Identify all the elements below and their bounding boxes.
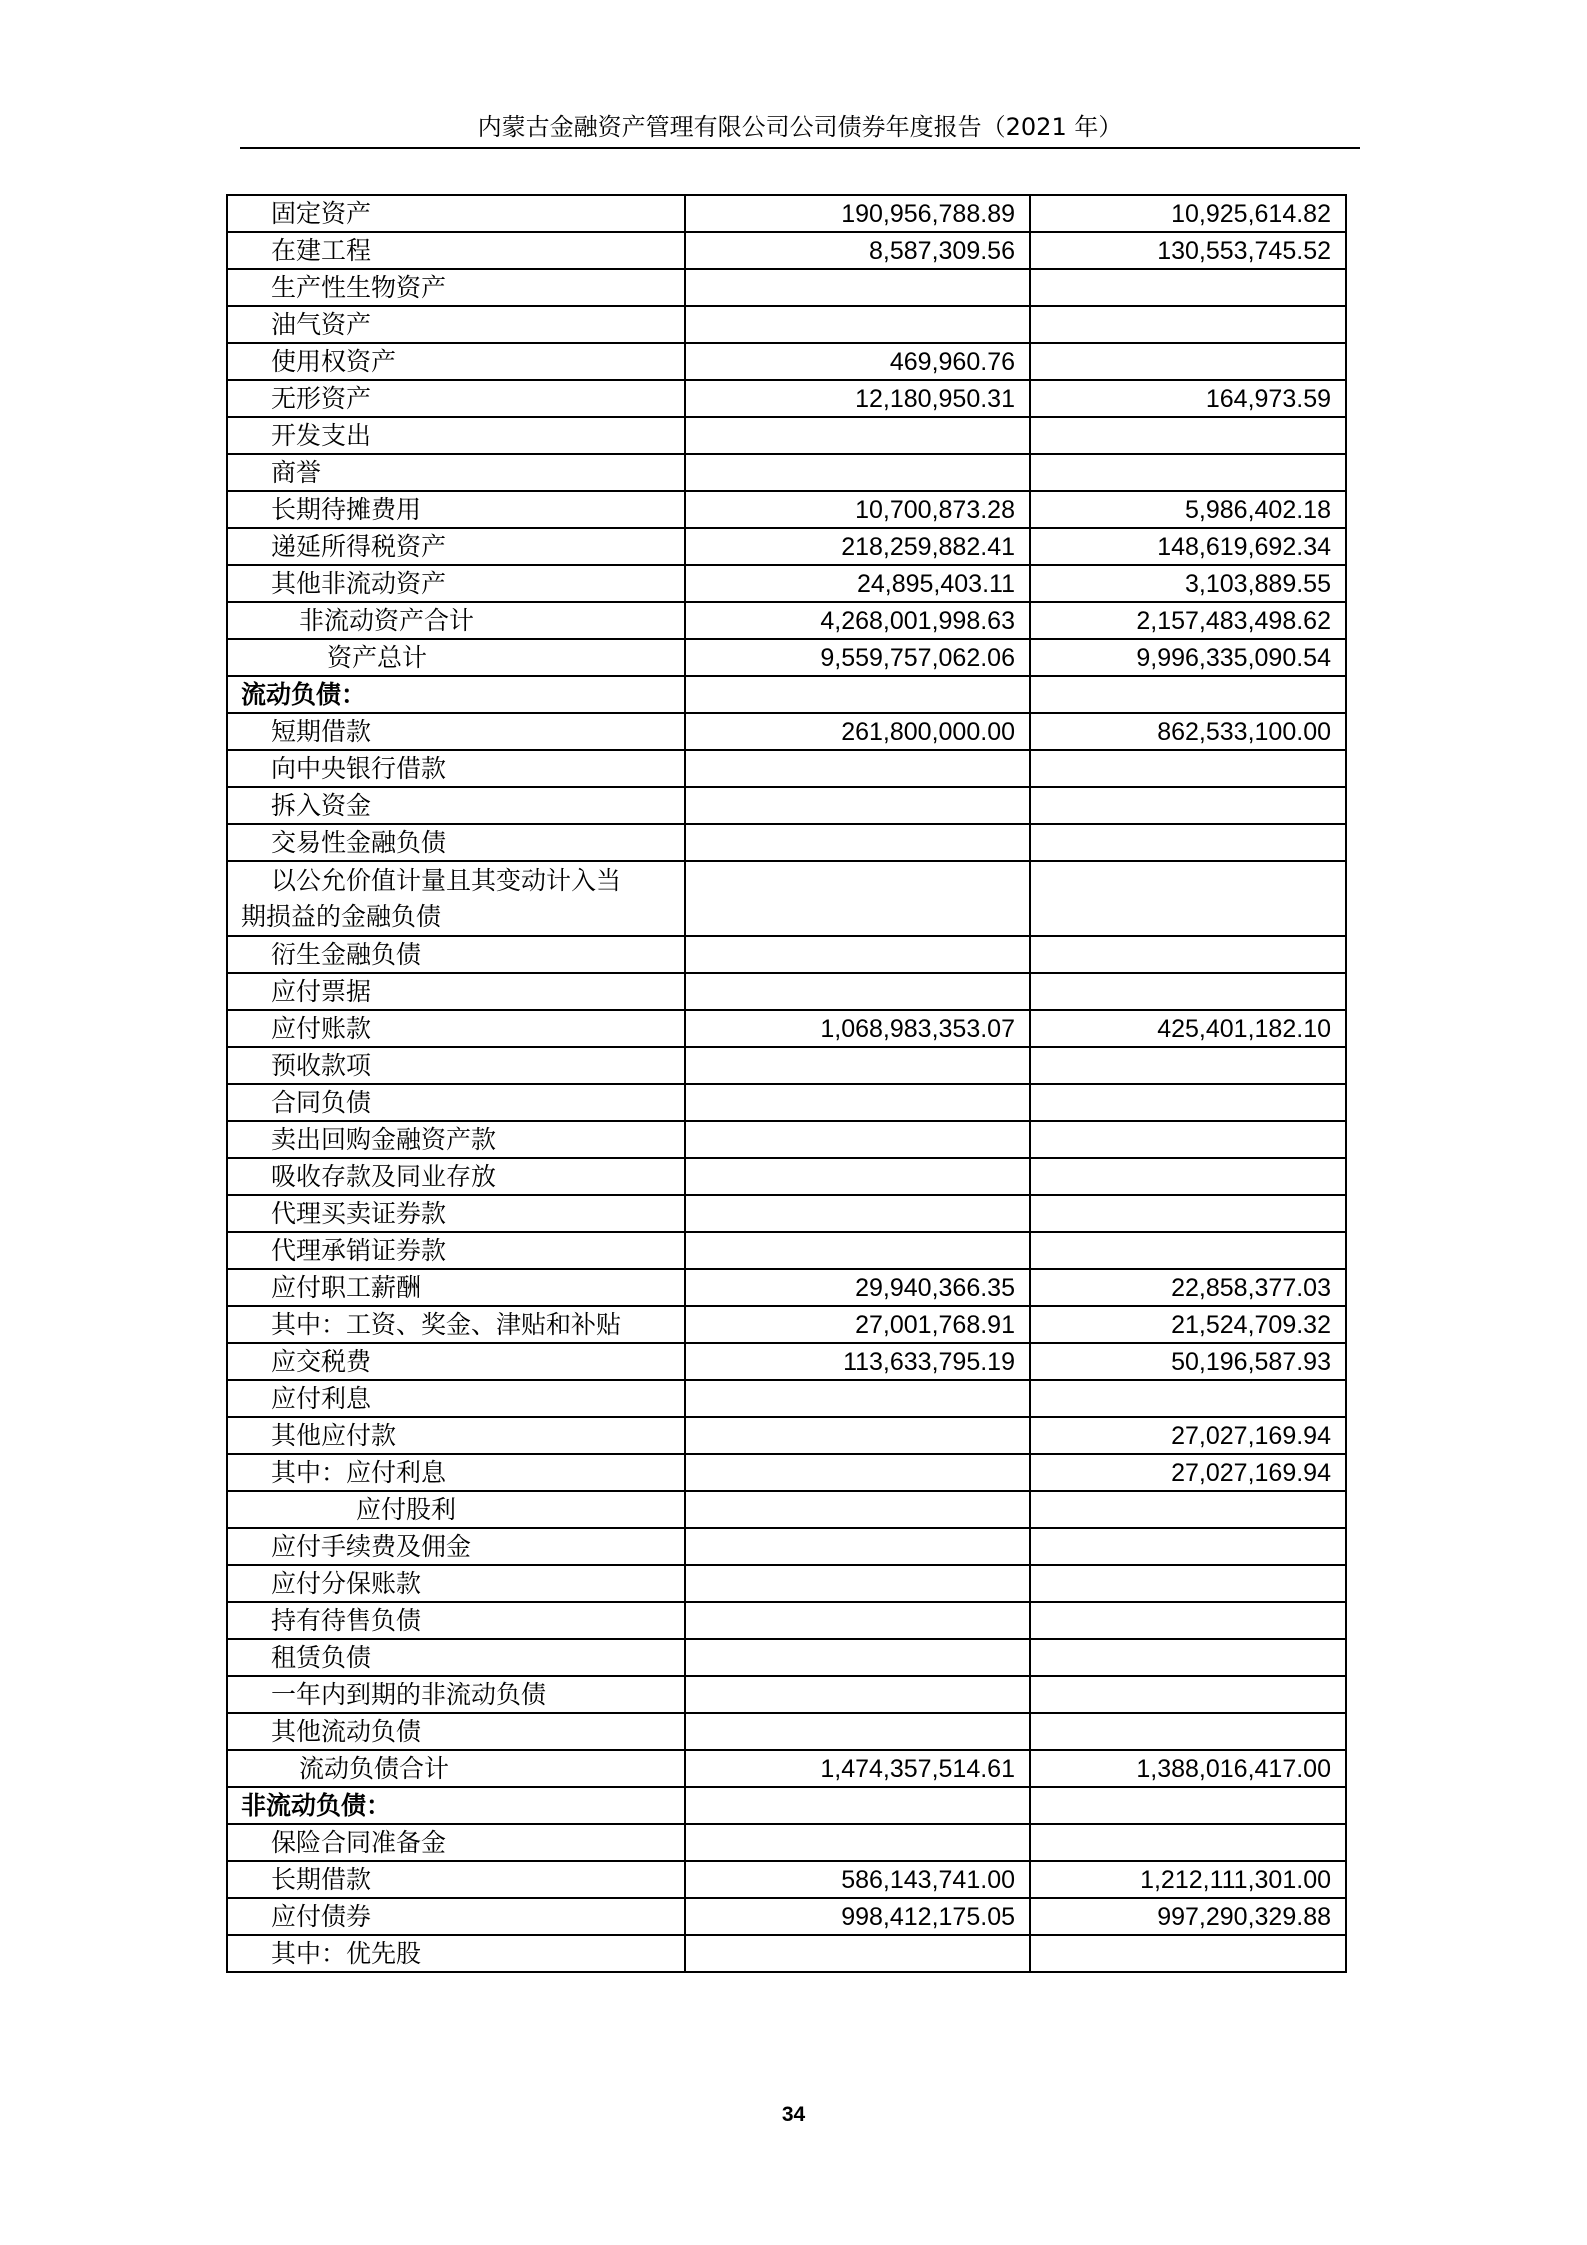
row-label: 应付手续费及佣金: [227, 1528, 685, 1565]
row-label: 向中央银行借款: [227, 750, 685, 787]
prior-period-value: [1030, 269, 1346, 306]
row-label: 一年内到期的非流动负债: [227, 1676, 685, 1713]
table-row: [227, 1306, 1346, 1343]
current-period-value: [685, 1084, 1030, 1121]
current-period-value: [685, 1417, 1030, 1454]
prior-period-value: 130,553,745.52: [1030, 232, 1346, 269]
current-period-value: [685, 1528, 1030, 1565]
table-row: [227, 1343, 1346, 1380]
table-row: [227, 1454, 1346, 1491]
prior-period-value: [1030, 306, 1346, 343]
row-label: 其中：优先股: [227, 1935, 685, 1972]
row-label: 使用权资产: [227, 343, 685, 380]
table-row: [227, 232, 1346, 269]
row-label: 持有待售负债: [227, 1602, 685, 1639]
row-label: 保险合同准备金: [227, 1824, 685, 1861]
table-row: [227, 306, 1346, 343]
current-period-value: [685, 1713, 1030, 1750]
prior-period-value: [1030, 1121, 1346, 1158]
current-period-value: [685, 1787, 1030, 1824]
current-period-value: [685, 973, 1030, 1010]
table-row: [227, 1787, 1346, 1824]
table-row: [227, 454, 1346, 491]
table-row: [227, 602, 1346, 639]
current-period-value: 27,001,768.91: [685, 1306, 1030, 1343]
prior-period-value: 2,157,483,498.62: [1030, 602, 1346, 639]
current-period-value: [685, 1639, 1030, 1676]
section-heading: 流动负债：: [227, 676, 685, 713]
current-period-value: [685, 417, 1030, 454]
row-label: [227, 861, 685, 936]
prior-period-value: 1,212,111,301.00: [1030, 1861, 1346, 1898]
prior-period-value: 9,996,335,090.54: [1030, 639, 1346, 676]
prior-period-value: [1030, 1047, 1346, 1084]
prior-period-value: [1030, 861, 1346, 936]
prior-period-value: [1030, 1528, 1346, 1565]
table-row: [227, 1380, 1346, 1417]
prior-period-value: [1030, 1158, 1346, 1195]
prior-period-value: 1,388,016,417.00: [1030, 1750, 1346, 1787]
row-label: 应付股利: [227, 1491, 685, 1528]
prior-period-value: 425,401,182.10: [1030, 1010, 1346, 1047]
current-period-value: [685, 1158, 1030, 1195]
current-period-value: [685, 824, 1030, 861]
prior-period-value: [1030, 676, 1346, 713]
table-row: [227, 1639, 1346, 1676]
current-period-value: [685, 1935, 1030, 1972]
current-period-value: 1,068,983,353.07: [685, 1010, 1030, 1047]
current-period-value: 9,559,757,062.06: [685, 639, 1030, 676]
current-period-value: [685, 306, 1030, 343]
table-row: [227, 491, 1346, 528]
row-label: 其中：工资、奖金、津贴和补贴: [227, 1306, 685, 1343]
table-row: [227, 1491, 1346, 1528]
row-label: 资产总计: [227, 639, 685, 676]
table-row: [227, 417, 1346, 454]
row-label: 应付利息: [227, 1380, 685, 1417]
prior-period-value: [1030, 1639, 1346, 1676]
balance-sheet-body: [227, 195, 1346, 1972]
row-label: 生产性生物资产: [227, 269, 685, 306]
row-label: 应付职工薪酬: [227, 1269, 685, 1306]
current-period-value: [685, 936, 1030, 973]
prior-period-value: [1030, 1491, 1346, 1528]
row-label: 其他应付款: [227, 1417, 685, 1454]
row-label: 长期借款: [227, 1861, 685, 1898]
prior-period-value: [1030, 1713, 1346, 1750]
table-row: [227, 639, 1346, 676]
table-row: [227, 1750, 1346, 1787]
prior-period-value: [1030, 454, 1346, 491]
table-row: [227, 1195, 1346, 1232]
current-period-value: 10,700,873.28: [685, 491, 1030, 528]
table-row: [227, 269, 1346, 306]
table-row: [227, 1269, 1346, 1306]
row-label: 商誉: [227, 454, 685, 491]
table-row: [227, 1047, 1346, 1084]
table-row: [227, 1565, 1346, 1602]
table-row: [227, 565, 1346, 602]
row-label: 拆入资金: [227, 787, 685, 824]
table-row: [227, 750, 1346, 787]
current-period-value: [685, 1380, 1030, 1417]
current-period-value: [685, 1602, 1030, 1639]
table-row: [227, 195, 1346, 232]
table-row: [227, 528, 1346, 565]
row-label-line2: 期损益的金融负债: [241, 901, 442, 931]
prior-period-value: [1030, 1935, 1346, 1972]
table-row: [227, 1602, 1346, 1639]
current-period-value: 8,587,309.56: [685, 232, 1030, 269]
table-row: [227, 1824, 1346, 1861]
table-row: [227, 1158, 1346, 1195]
current-period-value: 190,956,788.89: [685, 195, 1030, 232]
prior-period-value: 50,196,587.93: [1030, 1343, 1346, 1380]
current-period-value: [685, 1121, 1030, 1158]
balance-sheet-table: [226, 194, 1347, 1973]
current-period-value: [685, 676, 1030, 713]
header-rule: [240, 147, 1360, 149]
table-row: [227, 1861, 1346, 1898]
table-row: [227, 1417, 1346, 1454]
table-row: [227, 713, 1346, 750]
current-period-value: 113,633,795.19: [685, 1343, 1030, 1380]
row-label: 递延所得税资产: [227, 528, 685, 565]
section-heading: 非流动负债：: [227, 1787, 685, 1824]
current-period-value: 24,895,403.11: [685, 565, 1030, 602]
prior-period-value: 21,524,709.32: [1030, 1306, 1346, 1343]
row-label: 预收款项: [227, 1047, 685, 1084]
current-period-value: 12,180,950.31: [685, 380, 1030, 417]
table-row: [227, 936, 1346, 973]
prior-period-value: [1030, 1232, 1346, 1269]
row-label: 应付票据: [227, 973, 685, 1010]
prior-period-value: 5,986,402.18: [1030, 491, 1346, 528]
prior-period-value: [1030, 1084, 1346, 1121]
current-period-value: [685, 750, 1030, 787]
current-period-value: 469,960.76: [685, 343, 1030, 380]
row-label: 吸收存款及同业存放: [227, 1158, 685, 1195]
current-period-value: [685, 1047, 1030, 1084]
current-period-value: [685, 1676, 1030, 1713]
prior-period-value: [1030, 417, 1346, 454]
current-period-value: [685, 1824, 1030, 1861]
row-label: 其他流动负债: [227, 1713, 685, 1750]
current-period-value: 998,412,175.05: [685, 1898, 1030, 1935]
current-period-value: 218,259,882.41: [685, 528, 1030, 565]
table-row: [227, 343, 1346, 380]
row-label: 合同负债: [227, 1084, 685, 1121]
row-label: 衍生金融负债: [227, 936, 685, 973]
table-row: [227, 1121, 1346, 1158]
table-row: [227, 1676, 1346, 1713]
prior-period-value: [1030, 1195, 1346, 1232]
prior-period-value: 862,533,100.00: [1030, 713, 1346, 750]
row-label: 应付账款: [227, 1010, 685, 1047]
prior-period-value: 27,027,169.94: [1030, 1417, 1346, 1454]
current-period-value: [685, 1232, 1030, 1269]
row-label: 在建工程: [227, 232, 685, 269]
row-label: 非流动资产合计: [227, 602, 685, 639]
prior-period-value: [1030, 1380, 1346, 1417]
current-period-value: 1,474,357,514.61: [685, 1750, 1030, 1787]
current-period-value: 261,800,000.00: [685, 713, 1030, 750]
prior-period-value: [1030, 936, 1346, 973]
row-label: 流动负债合计: [227, 1750, 685, 1787]
row-label: 应交税费: [227, 1343, 685, 1380]
table-row: [227, 676, 1346, 713]
prior-period-value: [1030, 1824, 1346, 1861]
current-period-value: [685, 787, 1030, 824]
current-period-value: [685, 1565, 1030, 1602]
row-label-line1: 以公允价值计量且其变动计入当: [271, 865, 622, 895]
table-row: [227, 824, 1346, 861]
current-period-value: 4,268,001,998.63: [685, 602, 1030, 639]
prior-period-value: [1030, 1676, 1346, 1713]
prior-period-value: 27,027,169.94: [1030, 1454, 1346, 1491]
table-row: [227, 1528, 1346, 1565]
prior-period-value: [1030, 787, 1346, 824]
current-period-value: [685, 1454, 1030, 1491]
table-row: [227, 973, 1346, 1010]
table-row: [227, 1010, 1346, 1047]
table-row: [227, 380, 1346, 417]
row-label: 代理买卖证券款: [227, 1195, 685, 1232]
row-label: 其中：应付利息: [227, 1454, 685, 1491]
prior-period-value: [1030, 824, 1346, 861]
row-label: 应付分保账款: [227, 1565, 685, 1602]
row-label: 开发支出: [227, 417, 685, 454]
row-label: 固定资产: [227, 195, 685, 232]
current-period-value: 586,143,741.00: [685, 1861, 1030, 1898]
table-row: [227, 787, 1346, 824]
prior-period-value: 148,619,692.34: [1030, 528, 1346, 565]
table-row: [227, 1232, 1346, 1269]
row-label: 长期待摊费用: [227, 491, 685, 528]
table-row: [227, 1084, 1346, 1121]
row-label: 应付债券: [227, 1898, 685, 1935]
current-period-value: [685, 1195, 1030, 1232]
row-label: 交易性金融负债: [227, 824, 685, 861]
row-label: 其他非流动资产: [227, 565, 685, 602]
prior-period-value: 10,925,614.82: [1030, 195, 1346, 232]
table-row: [227, 861, 1346, 936]
row-label: 短期借款: [227, 713, 685, 750]
page-number: 34: [781, 2103, 806, 2126]
prior-period-value: [1030, 1787, 1346, 1824]
page-header: 内蒙古金融资产管理有限公司公司债券年度报告（2021 年）: [477, 113, 1123, 141]
current-period-value: [685, 269, 1030, 306]
prior-period-value: [1030, 343, 1346, 380]
table-row: [227, 1935, 1346, 1972]
current-period-value: [685, 454, 1030, 491]
prior-period-value: 997,290,329.88: [1030, 1898, 1346, 1935]
row-label: 卖出回购金融资产款: [227, 1121, 685, 1158]
prior-period-value: 164,973.59: [1030, 380, 1346, 417]
row-label: 油气资产: [227, 306, 685, 343]
prior-period-value: [1030, 750, 1346, 787]
current-period-value: [685, 1491, 1030, 1528]
table-row: [227, 1898, 1346, 1935]
prior-period-value: 3,103,889.55: [1030, 565, 1346, 602]
current-period-value: 29,940,366.35: [685, 1269, 1030, 1306]
row-label: 租赁负债: [227, 1639, 685, 1676]
prior-period-value: [1030, 1565, 1346, 1602]
row-label: 无形资产: [227, 380, 685, 417]
table-row: [227, 1713, 1346, 1750]
current-period-value: [685, 861, 1030, 936]
prior-period-value: [1030, 973, 1346, 1010]
prior-period-value: [1030, 1602, 1346, 1639]
prior-period-value: 22,858,377.03: [1030, 1269, 1346, 1306]
row-label: 代理承销证券款: [227, 1232, 685, 1269]
